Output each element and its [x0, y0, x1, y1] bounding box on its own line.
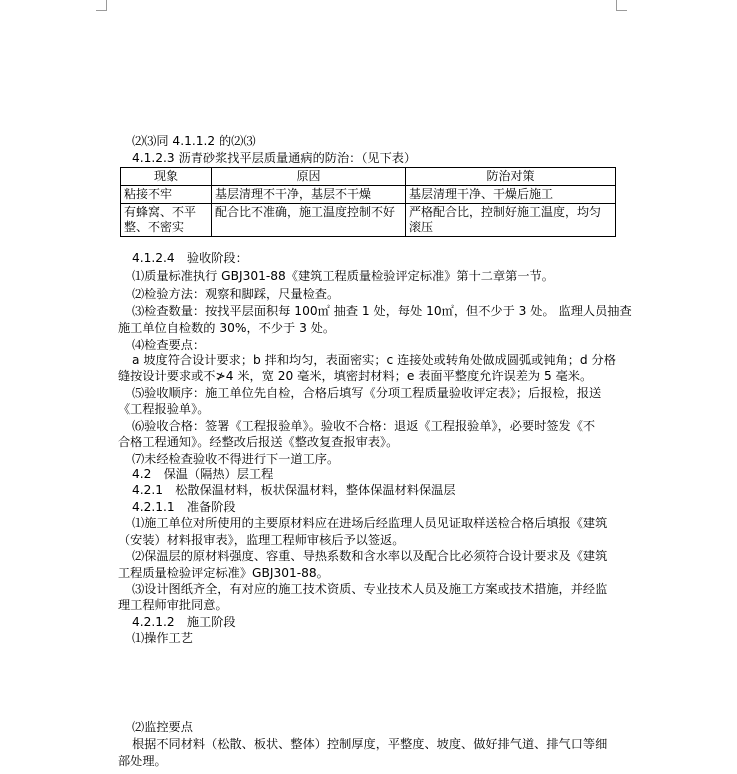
text-line: ⑶检查数量：按找平层面积每 100㎡ 抽查 1 处，每处 10㎡，但不少于 3 处。 监理人员抽查	[132, 304, 632, 318]
table-cell: 严格配合比，控制好施工温度，均匀滚压	[406, 204, 616, 237]
table-header-row	[121, 168, 616, 186]
table-header-cell: 原因	[212, 168, 406, 186]
text-line: ⑵保温层的原材料强度、容重、导热系数和含水率以及配合比必须符合设计要求及《建筑	[132, 549, 608, 563]
text-line: ⑹验收合格：签署《工程报验单》。验收不合格：退返《工程报验单》，必要时签发《不	[132, 419, 596, 433]
table-header-cell: 防治对策	[406, 168, 616, 186]
text-line: 理工程师审批同意。	[118, 598, 228, 612]
text-line: ⑴施工单位对所使用的主要原材料应在进场后经监理人员见证取样送检合格后填报《建筑	[132, 516, 608, 530]
section-ref-line: ⑵⑶同 4.1.1.2 的⑵⑶	[132, 134, 256, 148]
text-line: ⑺未经检查验收不得进行下一道工序。	[132, 452, 340, 466]
text-line: ⑶设计图纸齐全，有对应的施工技术资质、专业技术人员及施工方案或技术措施，并经监	[132, 582, 608, 596]
margin-corner-mark-right	[616, 0, 627, 11]
monitor-heading: ⑵监控要点	[132, 720, 193, 734]
text-line: a 坡度符合设计要求；b 拌和均匀，表面密实；c 连接处或转角处做成圆弧或钝角；d 分格	[132, 353, 616, 367]
text-line: 施工单位自检数的 30%，不少于 3 处。	[118, 321, 336, 335]
text-line: 4.1.2.4 验收阶段：	[132, 251, 248, 265]
section-heading-42: 4.2 保温（隔热）层工程	[132, 467, 274, 481]
text-line: 《工程报验单》。	[118, 402, 210, 416]
table-cell: 有蜂窝、不平整、不密实	[121, 204, 212, 237]
margin-corner-mark-left	[96, 0, 107, 11]
text-line: ⑷检查要点：	[132, 338, 206, 352]
text-line: ⑴操作工艺	[132, 631, 193, 645]
section-heading-4211: 4.2.1.1 准备阶段	[132, 500, 236, 514]
text-line: 工程质量检验评定标准》GBJ301-88。	[118, 566, 329, 580]
section-heading-4212: 4.2.1.2 施工阶段	[132, 615, 236, 629]
table-cell: 粘接不牢	[121, 186, 212, 204]
text-line: ⑸验收顺序：施工单位先自检，合格后填写《分项工程质量验收评定表》；后报检，报送	[132, 386, 602, 400]
defects-table	[120, 167, 616, 237]
text-line: 部处理。	[118, 754, 167, 768]
section-heading-421: 4.2.1 松散保温材料，板状保温材料，整体保温材料保温层	[132, 483, 456, 497]
table-header-cell: 现象	[121, 168, 212, 186]
table-row	[121, 186, 616, 204]
text-line: 缝按设计要求或不≯4 米，宽 20 毫米，填密封材料；e 表面平整度允许误差为 5 毫米。	[118, 369, 593, 383]
table-row	[121, 204, 616, 237]
table-cell: 基层清理干净、干燥后施工	[406, 186, 616, 204]
table-cell: 配合比不准确，施工温度控制不好	[212, 204, 406, 237]
section-heading-4123: 4.1.2.3 沥青砂浆找平层质量通病的防治：（见下表）	[132, 151, 417, 165]
table-cell: 基层清理不干净，基层不干燥	[212, 186, 406, 204]
text-line: ⑵检验方法：观察和脚踩，尺量检查。	[132, 287, 340, 301]
text-line: （安装）材料报审表》，监理工程师审核后予以签返。	[118, 533, 405, 547]
text-line: 合格工程通知》。经整改后报送《整改复查报审表》。	[118, 435, 399, 449]
text-line: ⑴质量标准执行 GBJ301-88《建筑工程质量检验评定标准》第十二章第一节。	[132, 269, 554, 283]
text-line: 根据不同材料（松散、板状、整体）控制厚度，平整度、坡度、做好排气道、排气口等细	[132, 737, 608, 751]
